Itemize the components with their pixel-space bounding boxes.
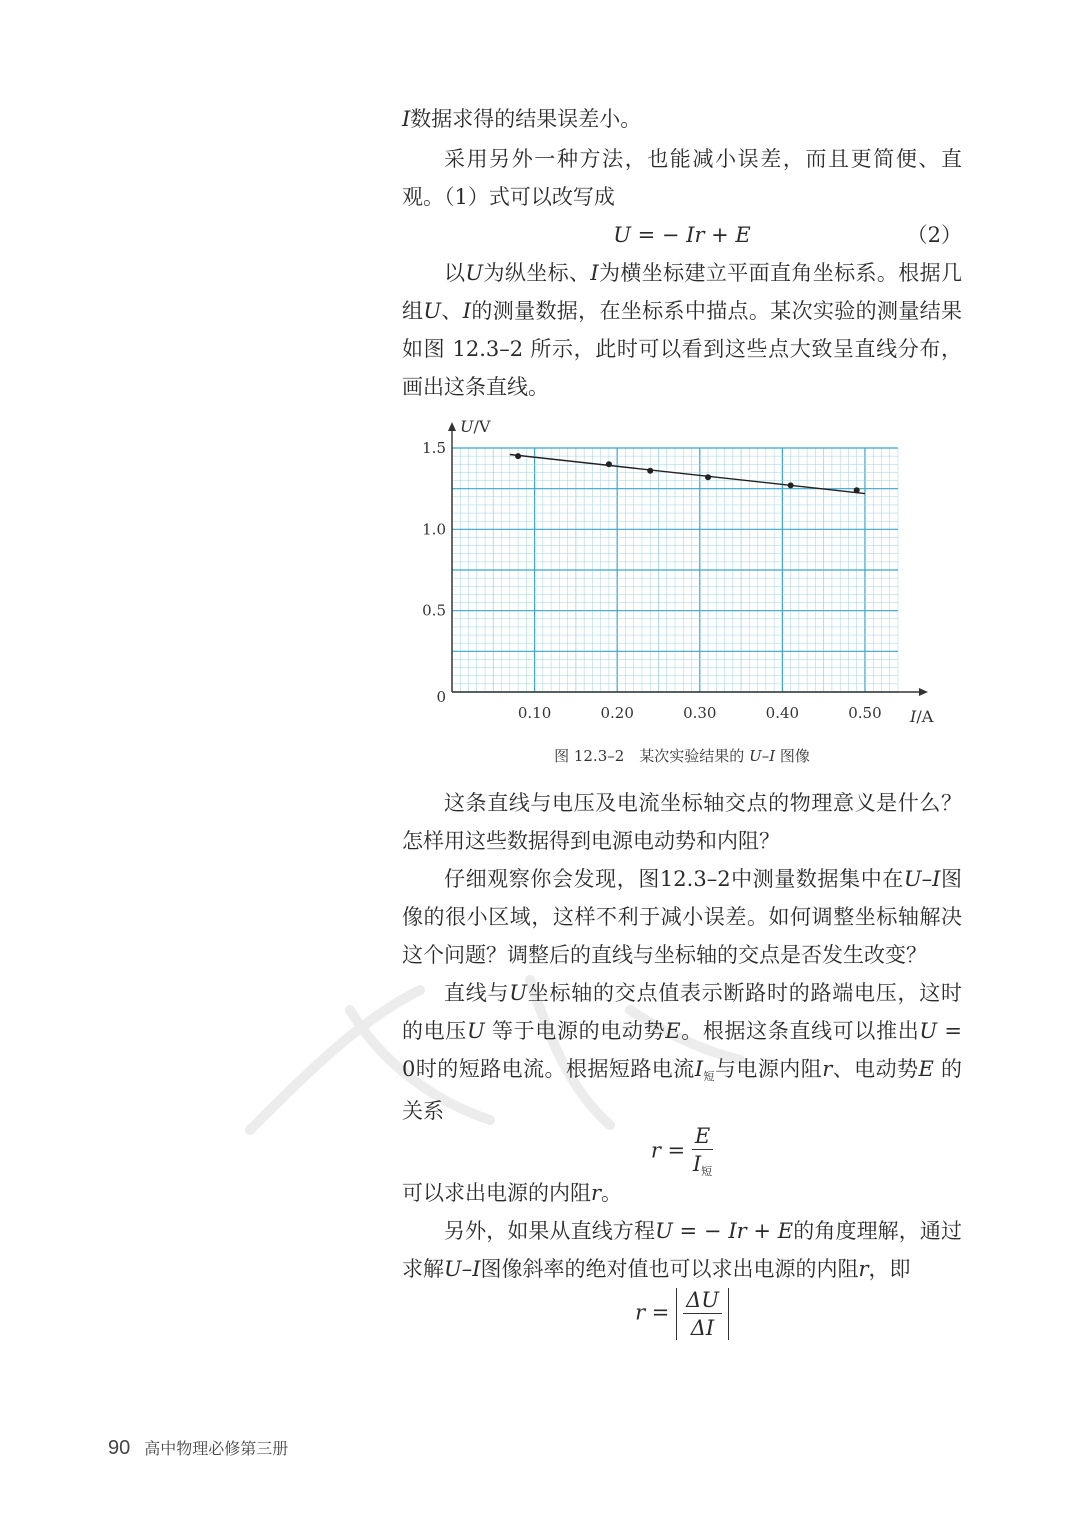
page-number: 90 <box>108 1437 131 1459</box>
equation-2-expression: U = − Ir + E <box>613 223 751 247</box>
book-title: 高中物理必修第三册 <box>144 1439 289 1458</box>
formula-2-lhs: r = <box>635 1300 670 1325</box>
paragraph-5: 直线与U坐标轴的交点值表示断路时的路端电压，这时的电压U 等于电源的电动势E。根据这条直线可以推出U = 0时的短路电流。根据短路电流I短与电源内阻r、电动势E 的关系 <box>402 981 963 1123</box>
x-tick-label: 0.10 <box>517 704 552 722</box>
paragraph-7: 另外，如果从直线方程U = − Ir + E的角度理解，通过求解U–I图像斜率的绝对值也可以求出电源的内阻r，即 <box>402 1219 962 1281</box>
data-point <box>705 474 711 480</box>
data-point <box>515 453 521 459</box>
x-axis-arrow <box>919 688 928 696</box>
paragraph-4: 仔细观察你会发现，图12.3–2中测量数据集中在U–I图像的很小区域，这样不利于减小误差。如何调整坐标轴解决这个问题？调整后的直线与坐标轴的交点是否发生改变？ <box>402 867 962 967</box>
formula-1-fraction <box>692 1124 713 1180</box>
data-point <box>854 487 860 493</box>
x-tick-label: 0.50 <box>848 704 882 722</box>
data-point <box>647 468 653 474</box>
formula-2-denominator: ΔI <box>690 1316 715 1340</box>
x-tick-label: 0.20 <box>600 704 634 722</box>
paragraph-2: 以U为纵坐标、I为横坐标建立平面直角坐标系。根据几组U、I的测量数据，在坐标系中描点。某次实验的测量结果如图 12.3–2 所示，此时可以看到这些点大致呈直线分布，画出这条直线。 <box>402 261 963 399</box>
equation-2 <box>402 216 962 254</box>
paragraph-3: 这条直线与电压及电流坐标轴交点的物理意义是什么？怎样用这些数据得到电源电动势和内阻？ <box>402 791 962 853</box>
y-tick-label: 1.5 <box>422 439 446 457</box>
ui-chart <box>402 412 962 732</box>
formula-2-fraction <box>683 1288 722 1340</box>
x-tick-label: 0.40 <box>765 704 800 722</box>
y-axis-arrow <box>448 422 456 431</box>
formula-2-numerator: ΔU <box>683 1288 722 1314</box>
formula-1-denominator: I短 <box>692 1152 713 1178</box>
y-tick-label: 0 <box>436 688 446 706</box>
y-tick-label: 1.0 <box>422 520 446 539</box>
paragraph-1: 采用另外一种方法，也能减小误差，而且更简便、直观。（1）式可以改写成 <box>402 147 962 209</box>
page-footer <box>108 1436 288 1460</box>
y-axis-label: U/V <box>460 417 491 436</box>
x-axis-label: I/A <box>910 707 934 726</box>
x-tick-label: 0.30 <box>683 704 717 722</box>
paragraph-6: 可以求出电源的内阻r。 <box>402 1181 623 1205</box>
equation-2-number: （2） <box>906 223 962 247</box>
paragraph-0: I数据求得的结果误差小。 <box>402 107 642 131</box>
formula-internal-resistance <box>402 1124 962 1178</box>
figure-caption: 图 12.3–2 某次实验结果的 U–I 图像 <box>554 747 810 765</box>
data-point <box>788 482 794 488</box>
formula-1-lhs: r = <box>650 1138 686 1163</box>
data-point <box>606 461 612 467</box>
y-tick-label: 0.5 <box>422 601 446 620</box>
formula-slope <box>402 1288 962 1340</box>
formula-1-numerator: E <box>692 1124 713 1150</box>
fit-line <box>510 455 865 494</box>
absolute-value-bars <box>676 1288 729 1340</box>
